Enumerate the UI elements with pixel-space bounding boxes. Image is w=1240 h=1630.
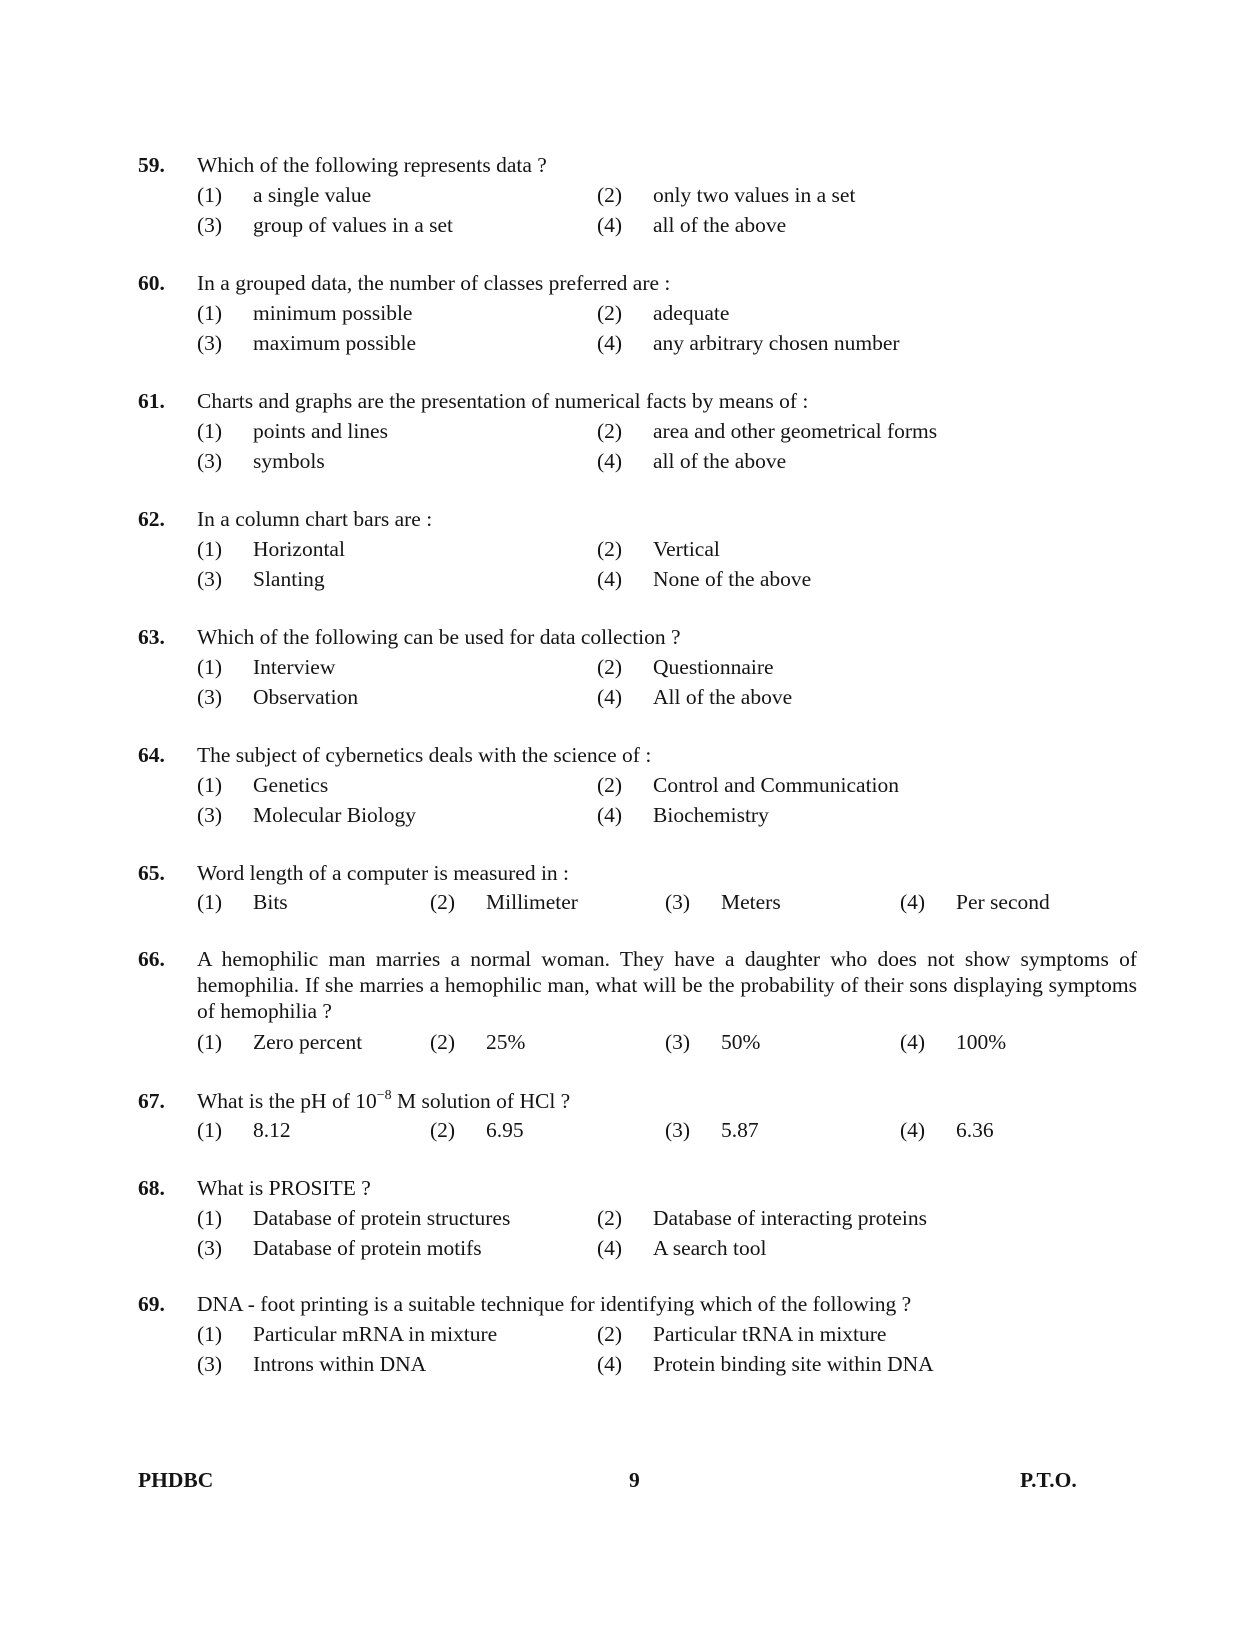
option-1 <box>197 418 388 445</box>
option-text: adequate <box>653 301 730 325</box>
option-text: Meters <box>721 890 781 914</box>
option-text: area and other geometrical forms <box>653 419 938 443</box>
option-number: (2) <box>430 1118 456 1142</box>
question-number: 68. <box>138 1176 165 1200</box>
question-number: 60. <box>138 271 165 295</box>
option-number: (4) <box>597 1352 623 1376</box>
option-number: (4) <box>597 685 623 709</box>
option-text: Questionnaire <box>653 655 774 679</box>
option-number: (3) <box>197 567 223 591</box>
question-text: In a column chart bars are : <box>197 507 433 531</box>
option-text: Database of protein structures <box>253 1206 511 1230</box>
option-2 <box>430 1029 525 1056</box>
option-text: all of the above <box>653 449 787 473</box>
option-text: 6.95 <box>486 1118 524 1142</box>
option-4 <box>597 1351 934 1378</box>
exponent: −8 <box>376 1088 392 1103</box>
option-number: (1) <box>197 419 223 443</box>
option-text: maximum possible <box>253 331 417 355</box>
option-4 <box>900 1029 1006 1056</box>
option-number: (4) <box>900 1118 926 1142</box>
option-text: Millimeter <box>486 890 578 914</box>
option-number: (3) <box>197 213 223 237</box>
option-text: symbols <box>253 449 325 473</box>
option-3 <box>197 330 416 357</box>
option-text: Zero percent <box>253 1030 363 1054</box>
option-1 <box>197 1117 291 1144</box>
question-number: 67. <box>138 1089 165 1113</box>
option-number: (4) <box>597 449 623 473</box>
option-number: (4) <box>597 331 623 355</box>
option-1 <box>197 654 335 681</box>
option-3 <box>197 566 325 593</box>
question-text: In a grouped data, the number of classes preferred are : <box>197 271 671 295</box>
option-text: Database of protein motifs <box>253 1236 482 1260</box>
option-3 <box>665 1029 760 1056</box>
option-number: (3) <box>197 1352 223 1376</box>
option-number: (1) <box>197 1118 223 1142</box>
option-text: 8.12 <box>253 1118 291 1142</box>
option-2 <box>430 889 578 916</box>
question-text: Which of the following represents data ? <box>197 153 547 177</box>
option-number: (2) <box>430 890 456 914</box>
option-text: any arbitrary chosen number <box>653 331 900 355</box>
option-4 <box>597 802 769 829</box>
question-number: 69. <box>138 1292 165 1316</box>
option-number: (2) <box>597 537 623 561</box>
option-number: (2) <box>597 419 623 443</box>
option-text: A search tool <box>653 1236 767 1260</box>
option-number: (1) <box>197 537 223 561</box>
option-text: all of the above <box>653 213 787 237</box>
option-4 <box>597 212 786 239</box>
option-text: Horizontal <box>253 537 345 561</box>
option-3 <box>197 212 453 239</box>
question-text <box>197 1088 1137 1115</box>
option-text: Particular tRNA in mixture <box>653 1322 887 1346</box>
option-3 <box>197 1235 482 1262</box>
option-1 <box>197 1029 362 1056</box>
option-number: (4) <box>900 890 926 914</box>
option-1 <box>197 300 412 327</box>
option-number: (1) <box>197 655 223 679</box>
question-text: Charts and graphs are the presentation of numerical facts by means of : <box>197 389 809 413</box>
option-4 <box>597 330 900 357</box>
option-2 <box>430 1117 524 1144</box>
option-number: (2) <box>597 655 623 679</box>
option-3 <box>197 1351 426 1378</box>
option-number: (4) <box>597 1236 623 1260</box>
option-number: (1) <box>197 301 223 325</box>
option-number: (3) <box>665 1118 691 1142</box>
question-text-part: M solution of HCl ? <box>391 1089 571 1113</box>
option-2 <box>597 1321 886 1348</box>
option-text: Genetics <box>253 773 329 797</box>
option-text: Biochemistry <box>653 803 769 827</box>
option-4 <box>597 448 786 475</box>
option-4 <box>900 1117 994 1144</box>
option-3 <box>197 448 325 475</box>
option-number: (2) <box>597 1322 623 1346</box>
option-1 <box>197 1321 497 1348</box>
option-number: (3) <box>665 1030 691 1054</box>
pto-label: P.T.O. <box>1020 1468 1077 1492</box>
option-number: (1) <box>197 183 223 207</box>
option-number: (1) <box>197 773 223 797</box>
option-text: Database of interacting proteins <box>653 1206 928 1230</box>
question-number: 62. <box>138 507 165 531</box>
option-number: (2) <box>597 183 623 207</box>
option-text: group of values in a set <box>253 213 454 237</box>
option-number: (2) <box>597 773 623 797</box>
option-text: 100% <box>956 1030 1007 1054</box>
option-text: Vertical <box>653 537 720 561</box>
option-text: Introns within DNA <box>253 1352 427 1376</box>
option-text: Control and Communication <box>653 773 900 797</box>
option-text: points and lines <box>253 419 388 443</box>
option-text: only two values in a set <box>653 183 856 207</box>
option-number: (3) <box>197 1236 223 1260</box>
option-number: (2) <box>430 1030 456 1054</box>
question-text: A hemophilic man marries a normal woman. They have a daughter who does not show symptoms of hemophilia. If she marries a hemophilic man, what will be the probability of their sons displaying symptoms of hemophilia ? <box>197 947 1137 1023</box>
page-number: 9 <box>629 1468 640 1492</box>
question-text: Which of the following can be used for data collection ? <box>197 625 681 649</box>
option-text: 50% <box>721 1030 761 1054</box>
question-number: 65. <box>138 861 165 885</box>
option-number: (3) <box>197 449 223 473</box>
option-number: (1) <box>197 890 223 914</box>
question-text: What is PROSITE ? <box>197 1176 371 1200</box>
option-number: (2) <box>597 1206 623 1230</box>
question-number: 63. <box>138 625 165 649</box>
question-number: 64. <box>138 743 165 767</box>
option-3 <box>197 684 358 711</box>
option-3 <box>197 802 416 829</box>
option-number: (3) <box>665 890 691 914</box>
option-number: (4) <box>597 567 623 591</box>
option-2 <box>597 772 899 799</box>
question-text: The subject of cybernetics deals with the science of : <box>197 743 652 767</box>
option-text: 6.36 <box>956 1118 994 1142</box>
option-text: 5.87 <box>721 1118 759 1142</box>
option-2 <box>597 654 774 681</box>
question-number: 61. <box>138 389 165 413</box>
option-2 <box>597 300 729 327</box>
option-text: Molecular Biology <box>253 803 417 827</box>
option-text: Interview <box>253 655 336 679</box>
exam-code: PHDBC <box>138 1468 214 1492</box>
option-text: Observation <box>253 685 359 709</box>
option-text: Slanting <box>253 567 325 591</box>
option-2 <box>597 182 855 209</box>
question-number: 66. <box>138 947 165 971</box>
option-1 <box>197 889 288 916</box>
option-number: (1) <box>197 1206 223 1230</box>
option-number: (3) <box>197 803 223 827</box>
option-2 <box>597 1205 927 1232</box>
option-text: a single value <box>253 183 372 207</box>
option-number: (1) <box>197 1322 223 1346</box>
option-text: Particular mRNA in mixture <box>253 1322 498 1346</box>
question-text: Word length of a computer is measured in : <box>197 861 570 885</box>
option-number: (4) <box>597 803 623 827</box>
option-number: (2) <box>597 301 623 325</box>
option-4 <box>597 684 792 711</box>
option-number: (4) <box>597 213 623 237</box>
option-text: Per second <box>956 890 1050 914</box>
option-4 <box>597 1235 766 1262</box>
option-text: Protein binding site within DNA <box>653 1352 934 1376</box>
question-text-part: What is the pH of 10 <box>197 1089 377 1113</box>
option-text: Bits <box>253 890 288 914</box>
option-3 <box>665 1117 759 1144</box>
question-text: DNA - foot printing is a suitable technique for identifying which of the following ? <box>197 1292 912 1316</box>
option-1 <box>197 536 345 563</box>
option-1 <box>197 772 328 799</box>
option-4 <box>900 889 1050 916</box>
option-number: (1) <box>197 1030 223 1054</box>
option-text: All of the above <box>653 685 793 709</box>
option-number: (4) <box>900 1030 926 1054</box>
option-2 <box>597 536 720 563</box>
option-2 <box>597 418 937 445</box>
option-number: (3) <box>197 331 223 355</box>
option-3 <box>665 889 781 916</box>
option-text: 25% <box>486 1030 526 1054</box>
option-1 <box>197 1205 510 1232</box>
option-1 <box>197 182 371 209</box>
option-text: None of the above <box>653 567 812 591</box>
option-text: minimum possible <box>253 301 413 325</box>
question-number: 59. <box>138 153 165 177</box>
option-4 <box>597 566 811 593</box>
option-number: (3) <box>197 685 223 709</box>
